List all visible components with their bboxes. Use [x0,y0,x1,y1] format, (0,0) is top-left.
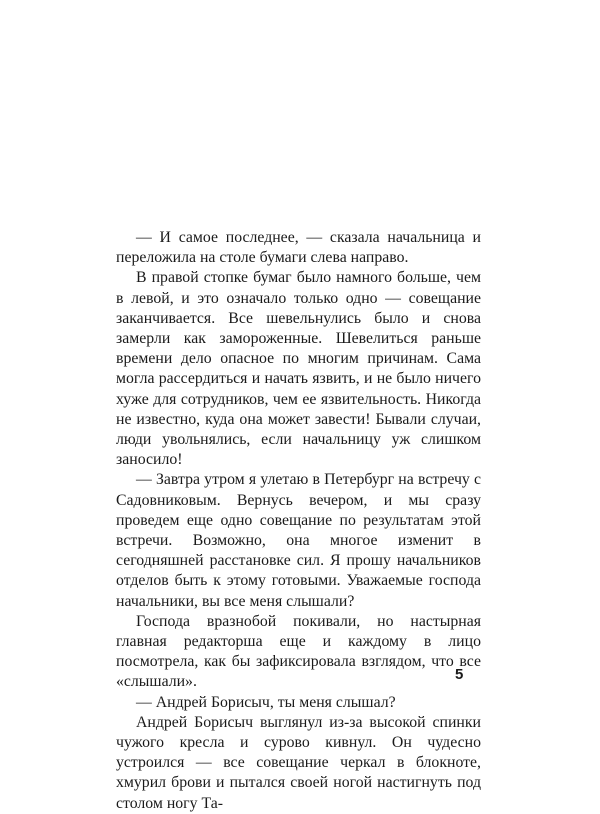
paragraph-2: В правой стопке бумаг было намного больше, чем в левой, и это означало только одно — совещание заканчивается. Все шевельнулись было и снова замерли как замороженные. Шевелиться раньше времени дело опасное по многим причинам. Сама могла рассердиться и начать язвить, и не было ничего хуже для сотрудников, чем ее язвительность. Никогда не известно, куда она может завести! Бывали случаи, люди увольнялись, если начальницу уж слишком заносило! [116,269,481,469]
paragraph-1: — И самое последнее, — сказала начальница и переложила на столе бумаги слева направо. [116,229,481,267]
paragraph-5: — Андрей Борисыч, ты меня слышал? [136,693,396,711]
body-text [116,228,481,814]
paragraph-3: — Завтра утром я улетаю в Петербург на встречу с Садовниковым. Вернусь вечером, и мы сразу проведем еще одно совещание по результатам этой встречи. Возможно, она многое изменит в сегодняшней расстановке сил. Я прошу начальников отделов быть к этому готовыми. Уважаемые господа начальники, вы все меня слышали? [116,471,481,610]
paragraph-4: Господа вразнобой покивали, но настырная главная редакторша еще и каждому в лицо посмотрела, как бы зафиксировала взглядом, что все «слышали». [116,612,481,691]
page-number: 5 [455,666,464,683]
paragraph-6: Андрей Борисыч выглянул из-за высокой спинки чужого кресла и сурово кивнул. Он чудесно устроился — все совещание черкал в блокноте, хмурил брови и пытался своей ногой настигнуть под столом ногу Та- [116,713,481,812]
